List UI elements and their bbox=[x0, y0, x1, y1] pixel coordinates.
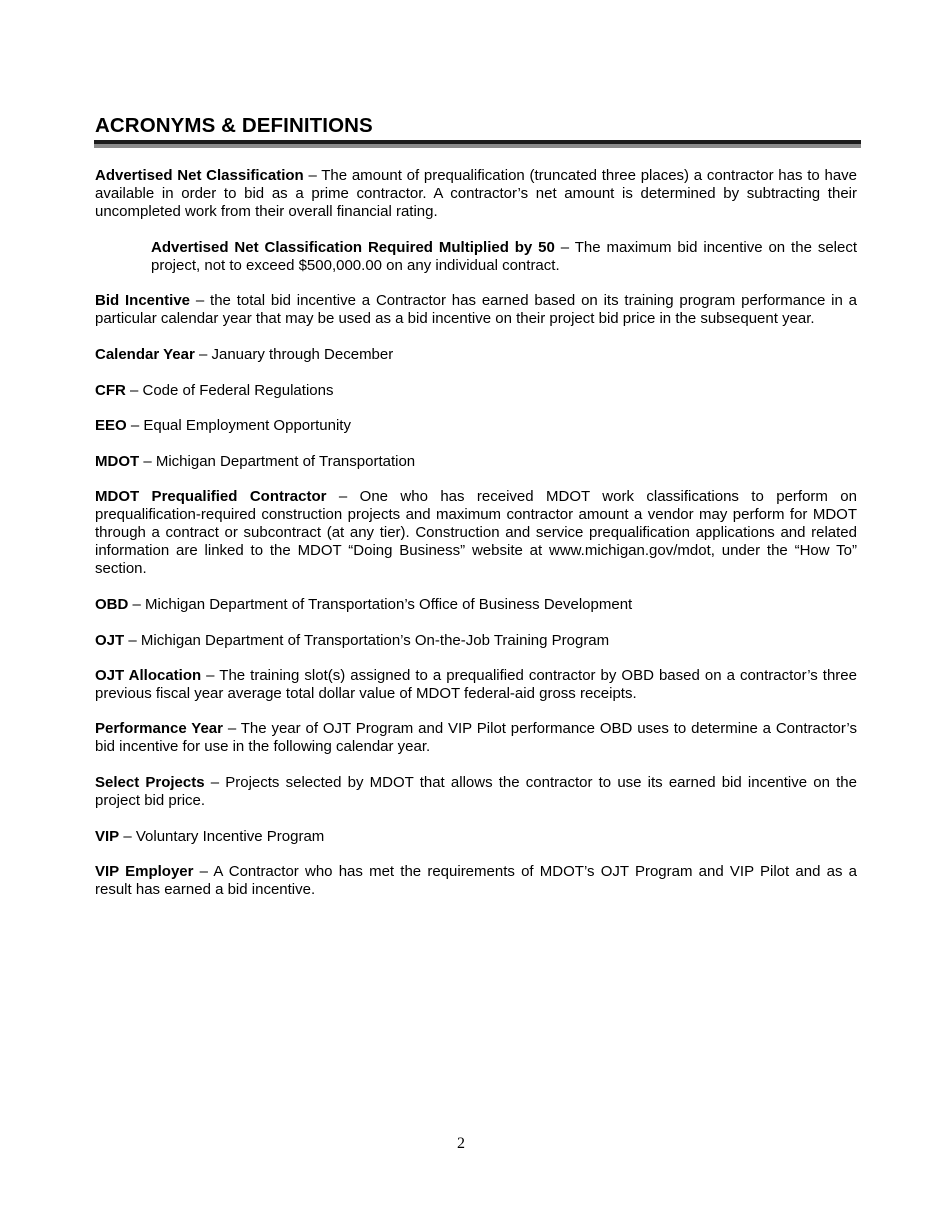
page-title: ACRONYMS & DEFINITIONS bbox=[95, 114, 373, 137]
definition-text: – One who has received MDOT work classifications to perform on prequalification-required construction projects and maximum contractor amount a vendor may perform for MDOT through a contract or subcontract (at any tier). Construction and service prequalification applications and related information are linked to the MDOT “Doing Business” website at www.michigan.gov/mdot, under the “How To” section. bbox=[95, 488, 857, 577]
page-number: 2 bbox=[457, 1135, 465, 1152]
definition-advertised-net-classification bbox=[95, 167, 857, 221]
definition-text: – A Contractor who has met the requirements of MDOT’s OJT Program and VIP Pilot and as a result has earned a bid incentive. bbox=[95, 863, 857, 898]
definition-ojt bbox=[95, 632, 857, 650]
definition-text: – Michigan Department of Transportation’s On-the-Job Training Program bbox=[124, 632, 610, 649]
heading-rule-shadow bbox=[94, 144, 861, 148]
definition-text: – the total bid incentive a Contractor has earned based on its training program performance in a particular calendar year that may be used as a bid incentive on their project bid price in the subsequent year. bbox=[95, 292, 858, 327]
definition-text: – The year of OJT Program and VIP Pilot performance OBD uses to determine a Contractor’s bid incentive for use in the following calendar year. bbox=[95, 720, 857, 755]
definition-term: EEO bbox=[95, 417, 127, 434]
definition-term: VIP bbox=[95, 828, 120, 845]
definition-term: Advertised Net Classification Required Multiplied by 50 bbox=[151, 239, 555, 256]
definition-term: OJT Allocation bbox=[95, 667, 202, 684]
definition-obd bbox=[95, 596, 857, 614]
definition-text: – Equal Employment Opportunity bbox=[126, 417, 351, 434]
definition-term: OJT bbox=[95, 632, 125, 649]
definition-vip-employer bbox=[95, 863, 857, 899]
definition-term: Advertised Net Classification bbox=[95, 167, 304, 184]
definition-performance-year bbox=[95, 720, 857, 756]
definition-term: OBD bbox=[95, 596, 129, 613]
definition-text: – Projects selected by MDOT that allows the contractor to use its earned bid incentive on the project bid price. bbox=[95, 774, 857, 809]
definition-text: – The training slot(s) assigned to a prequalified contractor by OBD based on a contractor’s three previous fiscal year average total dollar value of MDOT federal-aid gross receipts. bbox=[95, 667, 857, 702]
definition-term: MDOT Prequalified Contractor bbox=[95, 488, 327, 505]
definition-text: – Code of Federal Regulations bbox=[125, 382, 334, 399]
definition-term: Calendar Year bbox=[95, 346, 195, 363]
definition-text: – Michigan Department of Transportation’s Office of Business Development bbox=[128, 596, 633, 613]
definition-text: – The amount of prequalification (truncated three places) a contractor has to have available in order to bid as a prime contractor. A contractor’s net amount is determined by subtracting their uncompleted work from their overall financial rating. bbox=[95, 167, 857, 220]
definition-term: MDOT bbox=[95, 453, 140, 470]
definition-bid-incentive bbox=[95, 292, 857, 328]
definition-mdot bbox=[95, 453, 857, 471]
definition-cfr bbox=[95, 382, 857, 400]
definition-text: – Voluntary Incentive Program bbox=[119, 828, 325, 845]
definition-advertised-net-classification-x50 bbox=[151, 239, 857, 275]
definition-ojt-allocation bbox=[95, 667, 857, 703]
definition-term: VIP Employer bbox=[95, 863, 194, 880]
definition-text: – The maximum bid incentive on the select project, not to exceed $500,000.00 on any individual contract. bbox=[151, 239, 858, 274]
definition-mdot-prequalified-contractor bbox=[95, 488, 857, 578]
definition-text: – January through December bbox=[194, 346, 394, 363]
definition-select-projects bbox=[95, 774, 857, 810]
definition-term: Select Projects bbox=[95, 774, 205, 791]
definition-term: Performance Year bbox=[95, 720, 223, 737]
definition-eeo bbox=[95, 417, 857, 435]
definition-term: CFR bbox=[95, 382, 126, 399]
definition-text: – Michigan Department of Transportation bbox=[139, 453, 416, 470]
definition-vip bbox=[95, 828, 857, 846]
definition-term: Bid Incentive bbox=[95, 292, 191, 309]
definition-calendar-year bbox=[95, 346, 857, 364]
